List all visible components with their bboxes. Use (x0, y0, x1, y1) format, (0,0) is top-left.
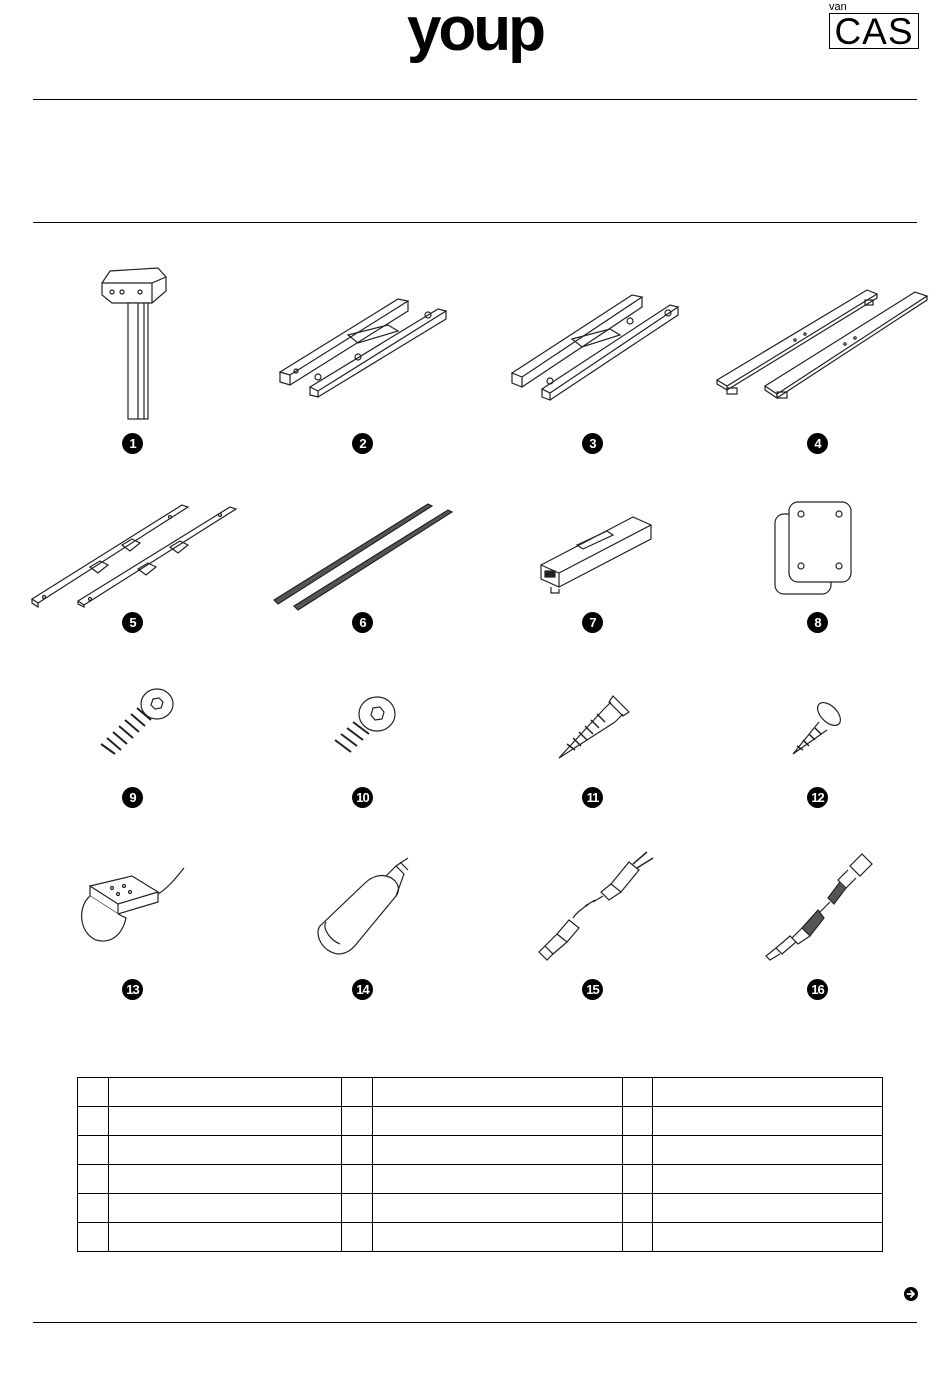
table-cell (653, 1136, 883, 1165)
table-cell (623, 1078, 653, 1107)
long-bolt-icon (97, 686, 177, 756)
part-6-number: 6 (352, 612, 373, 633)
table-cell (342, 1194, 373, 1223)
youp-logo-graphic (385, 2, 565, 74)
part-15-number: 15 (582, 979, 603, 1000)
table-cell (653, 1078, 883, 1107)
table-row (78, 1194, 883, 1223)
table-cell (342, 1078, 373, 1107)
part-7-number: 7 (582, 612, 603, 633)
table-cell (623, 1223, 653, 1252)
part-8-illustration (773, 500, 855, 598)
table-cell (623, 1194, 653, 1223)
part-10-illustration (331, 694, 399, 754)
table-cell (653, 1223, 883, 1252)
part-1-illustration (100, 265, 170, 425)
part-3-number: 3 (582, 433, 603, 454)
leg-column-icon (100, 265, 170, 425)
part-14-number: 14 (352, 979, 373, 1000)
title-divider (33, 222, 917, 223)
mounting-bracket-icon (30, 503, 240, 608)
part-10-number: 10 (352, 787, 373, 808)
brand-name: youp (406, 2, 544, 64)
part-13-illustration (78, 866, 186, 946)
part-14-illustration (312, 856, 412, 956)
table-cell (342, 1165, 373, 1194)
table-cell (78, 1107, 109, 1136)
part-5-number: 5 (122, 612, 143, 633)
table-cell (653, 1194, 883, 1223)
part-15-illustration (537, 848, 657, 962)
table-cell (373, 1078, 623, 1107)
table-cell (78, 1194, 109, 1223)
frame-beam-icon (510, 285, 680, 400)
part-16-number: 16 (807, 979, 828, 1000)
control-box-icon (537, 515, 655, 597)
part-4-number: 4 (807, 433, 828, 454)
bottle-icon (312, 856, 412, 956)
partner-name: CAS (829, 13, 919, 49)
partner-logo (829, 2, 921, 50)
part-2-number: 2 (352, 433, 373, 454)
parts-table (77, 1077, 883, 1252)
bottom-divider (33, 1322, 917, 1323)
table-cell (78, 1165, 109, 1194)
table-cell (342, 1223, 373, 1252)
feet-icon (715, 288, 930, 400)
part-13-number: 13 (122, 979, 143, 1000)
part-5-illustration (30, 503, 240, 608)
part-12-illustration (791, 700, 845, 756)
part-6-illustration (272, 502, 454, 610)
table-cell (109, 1107, 342, 1136)
part-12-number: 12 (807, 787, 828, 808)
table-cell (109, 1078, 342, 1107)
part-3-illustration (510, 285, 680, 400)
table-cell (373, 1194, 623, 1223)
brand-logo (385, 2, 565, 74)
table-cell (78, 1223, 109, 1252)
table-cell (109, 1194, 342, 1223)
part-8-number: 8 (807, 612, 828, 633)
handset-switch-icon (78, 866, 186, 946)
table-row (78, 1223, 883, 1252)
table-cell (373, 1136, 623, 1165)
rod-icon (272, 502, 454, 610)
table-cell (342, 1136, 373, 1165)
table-cell (373, 1165, 623, 1194)
plates-icon (773, 500, 855, 598)
table-cell (373, 1107, 623, 1136)
part-11-number: 11 (582, 787, 603, 808)
table-row (78, 1136, 883, 1165)
table-cell (342, 1107, 373, 1136)
part-1-number: 1 (122, 433, 143, 454)
short-bolt-icon (331, 694, 399, 754)
extension-cable-icon (762, 848, 876, 962)
top-divider (33, 99, 917, 100)
table-cell (78, 1136, 109, 1165)
table-cell (373, 1223, 623, 1252)
part-2-illustration (278, 287, 448, 397)
part-11-illustration (557, 688, 631, 760)
pan-head-screw-icon (791, 700, 845, 756)
table-cell (653, 1107, 883, 1136)
table-cell (623, 1165, 653, 1194)
table-cell (109, 1223, 342, 1252)
table-cell (623, 1107, 653, 1136)
table-cell (623, 1136, 653, 1165)
part-4-illustration (715, 288, 930, 400)
table-cell (109, 1165, 342, 1194)
table-row (78, 1107, 883, 1136)
table-cell (109, 1136, 342, 1165)
table-row (78, 1165, 883, 1194)
part-9-illustration (97, 686, 177, 756)
table-cell (78, 1078, 109, 1107)
arrow-right-circle-icon[interactable] (904, 1287, 918, 1301)
table-cell (653, 1165, 883, 1194)
countersunk-screw-icon (557, 688, 631, 760)
table-row (78, 1078, 883, 1107)
part-9-number: 9 (122, 787, 143, 808)
frame-beam-icon (278, 287, 448, 397)
partner-prefix: van (829, 1, 847, 13)
power-cable-icon (537, 848, 657, 962)
part-7-illustration (537, 515, 655, 597)
part-16-illustration (762, 848, 876, 962)
